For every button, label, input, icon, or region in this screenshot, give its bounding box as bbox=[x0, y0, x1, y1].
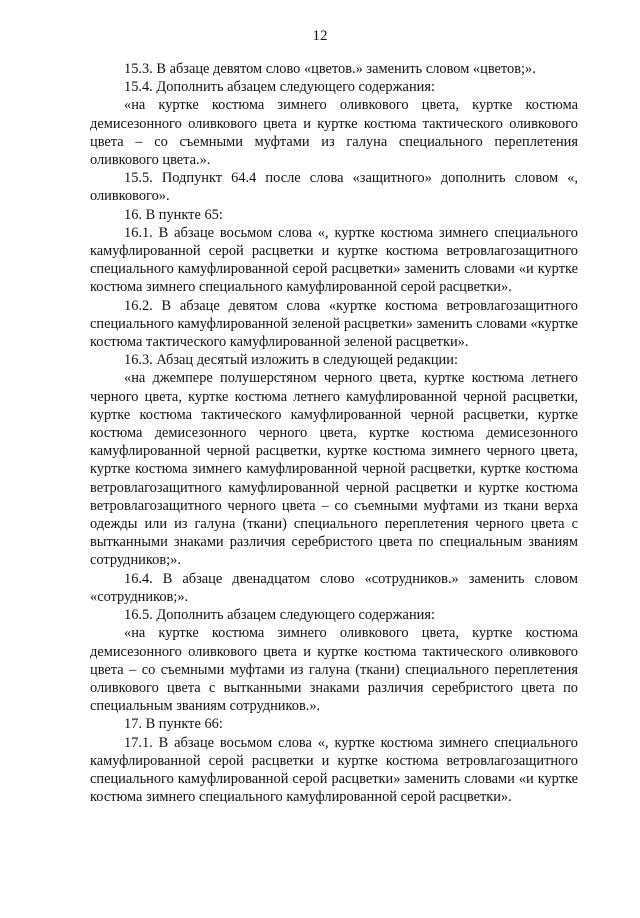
paragraph-17: 17. В пункте 66: bbox=[124, 716, 223, 733]
document-body bbox=[90, 60, 578, 806]
paragraph-15-5: 15.5. Подпункт 64.4 после слова «защитного» дополнить словом «, оливкового». bbox=[90, 170, 578, 205]
paragraph-16-2: 16.2. В абзаце девятом слова «куртке костюма ветровлагозащитного специального камуфлированной зеленой расцветки» заменить словами «куртке костюма тактического камуфлированной зеленой расцветки». bbox=[90, 297, 578, 351]
paragraph-16-3: 16.3. Абзац десятый изложить в следующей редакции: bbox=[124, 352, 458, 369]
page-number: 12 bbox=[312, 28, 328, 44]
paragraph-15-3: 15.3. В абзаце девятом слово «цветов.» заменить словом «цветов;». bbox=[124, 61, 536, 77]
paragraph-16-4: 16.4. В абзаце двенадцатом слово «сотрудников.» заменить словом «сотрудников;». bbox=[90, 570, 578, 605]
paragraph-15-4: 15.4. Дополнить абзацем следующего содержания: bbox=[124, 79, 435, 96]
paragraph-16-5: 16.5. Дополнить абзацем следующего содержания: bbox=[124, 607, 435, 624]
paragraph-15-4-quote: «на куртке костюма зимнего оливкового цвета, куртке костюма демисезонного оливкового цвета и куртке костюма тактического оливкового цвета – со съемными муфтами из галуна специального переплетения оливкового цвета.». bbox=[90, 97, 578, 169]
paragraph-16-1: 16.1. В абзаце восьмом слова «, куртке костюма зимнего специального камуфлированной серой расцветки и куртке костюма ветровлагозащитного специального камуфлированной серой расцветки» заменить словами «и куртке костюма зимнего специального камуфлированной серой расцветки». bbox=[90, 224, 578, 296]
paragraph-16-5-quote: «на куртке костюма зимнего оливкового цвета, куртке костюма демисезонного оливкового цвета и куртке костюма тактического оливкового цвета – со съемными муфтами из галуна (ткани) специального переплетения оливкового цвета с вытканными знаками различия серебристого цвета по специальным званиям сотрудников.». bbox=[90, 625, 578, 715]
paragraph-17-1: 17.1. В абзаце восьмом слова «, куртке костюма зимнего специального камуфлированной серой расцветки и куртке костюма ветровлагозащитного специального камуфлированной серой расцветки» заменить словами «и куртке костюма зимнего специального камуфлированной серой расцветки». bbox=[90, 734, 578, 806]
paragraph-16-3-quote: «на джемпере полушерстяном черного цвета, куртке костюма летнего черного цвета, куртке костюма летнего камуфлированной черной расцветки, куртке костюма тактического камуфлированной черной расцветки, куртке костюма демисезонного черного цвета, куртке костюма демисезонного камуфлированной черной расцветки, куртке костюма зимнего черного цвета, куртке костюма зимнего камуфлированной черной расцветки, куртке костюма ветровлагозащитного камуфлированной черной расцветки и куртке костюма ветровлагозащитного черного цвета – со съемными муфтами из ткани верха одежды или из галуна (ткани) специального переплетения черного цвета с вытканными знаками различия серебристого цвета по специальным званиям сотрудников;». bbox=[90, 370, 578, 569]
paragraph-16: 16. В пункте 65: bbox=[124, 206, 223, 223]
